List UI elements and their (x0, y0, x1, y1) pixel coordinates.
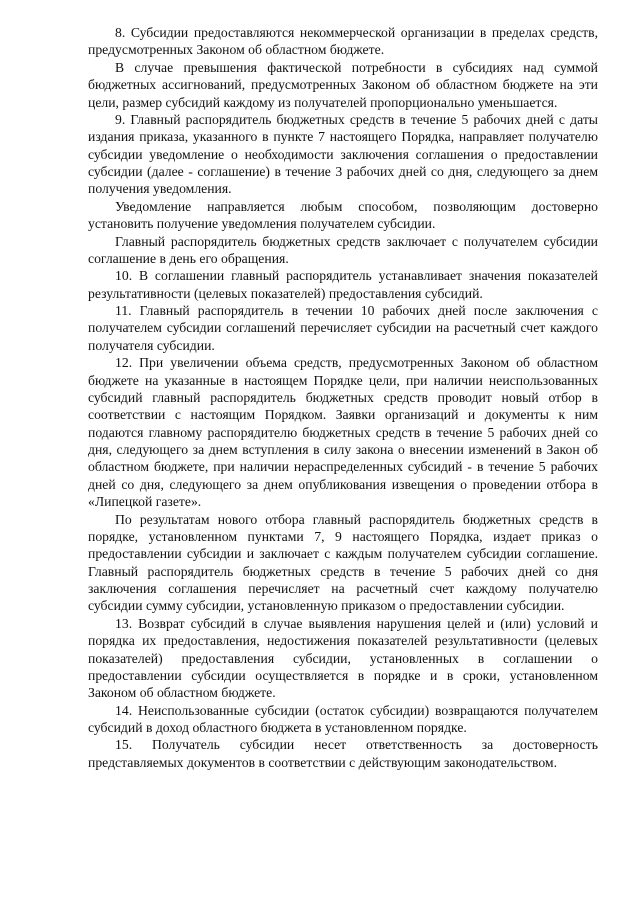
paragraph-14: 14. Неиспользованные субсидии (остаток субсидии) возвращаются получателем субсидий в доход областного бюджета в установленном порядке. (88, 702, 598, 735)
paragraph-8-continuation: В случае превышения фактической потребности в субсидиях над суммой бюджетных ассигнований, предусмотренных Законом об областном бюджете на эти цели, размер субсидий каждому из получателей пропорционально уменьшается. (88, 59, 598, 110)
paragraph-9: 9. Главный распорядитель бюджетных средств в течение 5 рабочих дней с даты издания приказа, указанного в пункте 7 настоящего Порядка, направляет получателю субсидии уведомление о необходимости заключения соглашения о предоставлении субсидии (далее - соглашение) в течение 3 рабочих дней со дня, следующего за днем получения уведомления. (88, 111, 598, 197)
paragraph-12: 12. При увеличении объема средств, предусмотренных Законом об областном бюджете на указанные в настоящем Порядке цели, при наличии неиспользованных субсидий главный распорядитель бюджетных средств проводит новый отбор в соответствии с настоящим Порядком. Заявки организаций и документы к ним подаются главному распорядителю бюджетных средств в течение 5 рабочих дней со дня, следующего за днем вступления в силу закона о внесении изменений в Закон об областном бюджете, при наличии нераспределенных субсидий - в течение 5 рабочих дней со дня, следующего за днем опубликования извещения о проведении отбора в «Липецкой газете». (88, 355, 598, 510)
paragraph-9-agreement: Главный распорядитель бюджетных средств заключает с получателем субсидии соглашение в день его обращения. (88, 233, 598, 266)
paragraph-15: 15. Получатель субсидии несет ответственность за достоверность представляемых документов в соответствии с действующим законодательством. (88, 737, 598, 770)
paragraph-12-results: По результатам нового отбора главный распорядитель бюджетных средств в порядке, установленном пунктами 7, 9 настоящего Порядка, издает приказ о предоставлении субсидии и заключает с каждым получателем субсидии соглашение. Главный распорядитель бюджетных средств в течение 5 рабочих дней со дня заключения соглашения перечисляет на расчетный счет каждому получателю субсидии сумму субсидии, установленную приказом о предоставлении субсидии. (88, 511, 598, 614)
paragraph-13: 13. Возврат субсидий в случае выявления нарушения целей и (или) условий и порядка их предоставления, недостижения показателей результативности (целевых показателей) предоставления субсидии, установленных в соглашении о предоставлении субсидии осуществляется в порядке и в сроки, установленном Законом об областном бюджете. (88, 615, 598, 701)
document-body (88, 24, 598, 771)
paragraph-11: 11. Главный распорядитель в течении 10 рабочих дней после заключения с получателем субсидии соглашений перечисляет субсидии на расчетный счет каждого получателя субсидии. (88, 303, 598, 353)
paragraph-10: 10. В соглашении главный распорядитель устанавливает значения показателей результативности (целевых показателей) предоставления субсидий. (88, 268, 598, 301)
paragraph-8: 8. Субсидии предоставляются некоммерческой организации в пределах средств, предусмотренных Законом об областном бюджете. (88, 25, 598, 58)
paragraph-9-notification: Уведомление направляется любым способом, позволяющим достоверно установить получение уведомления получателем субсидии. (88, 198, 598, 232)
